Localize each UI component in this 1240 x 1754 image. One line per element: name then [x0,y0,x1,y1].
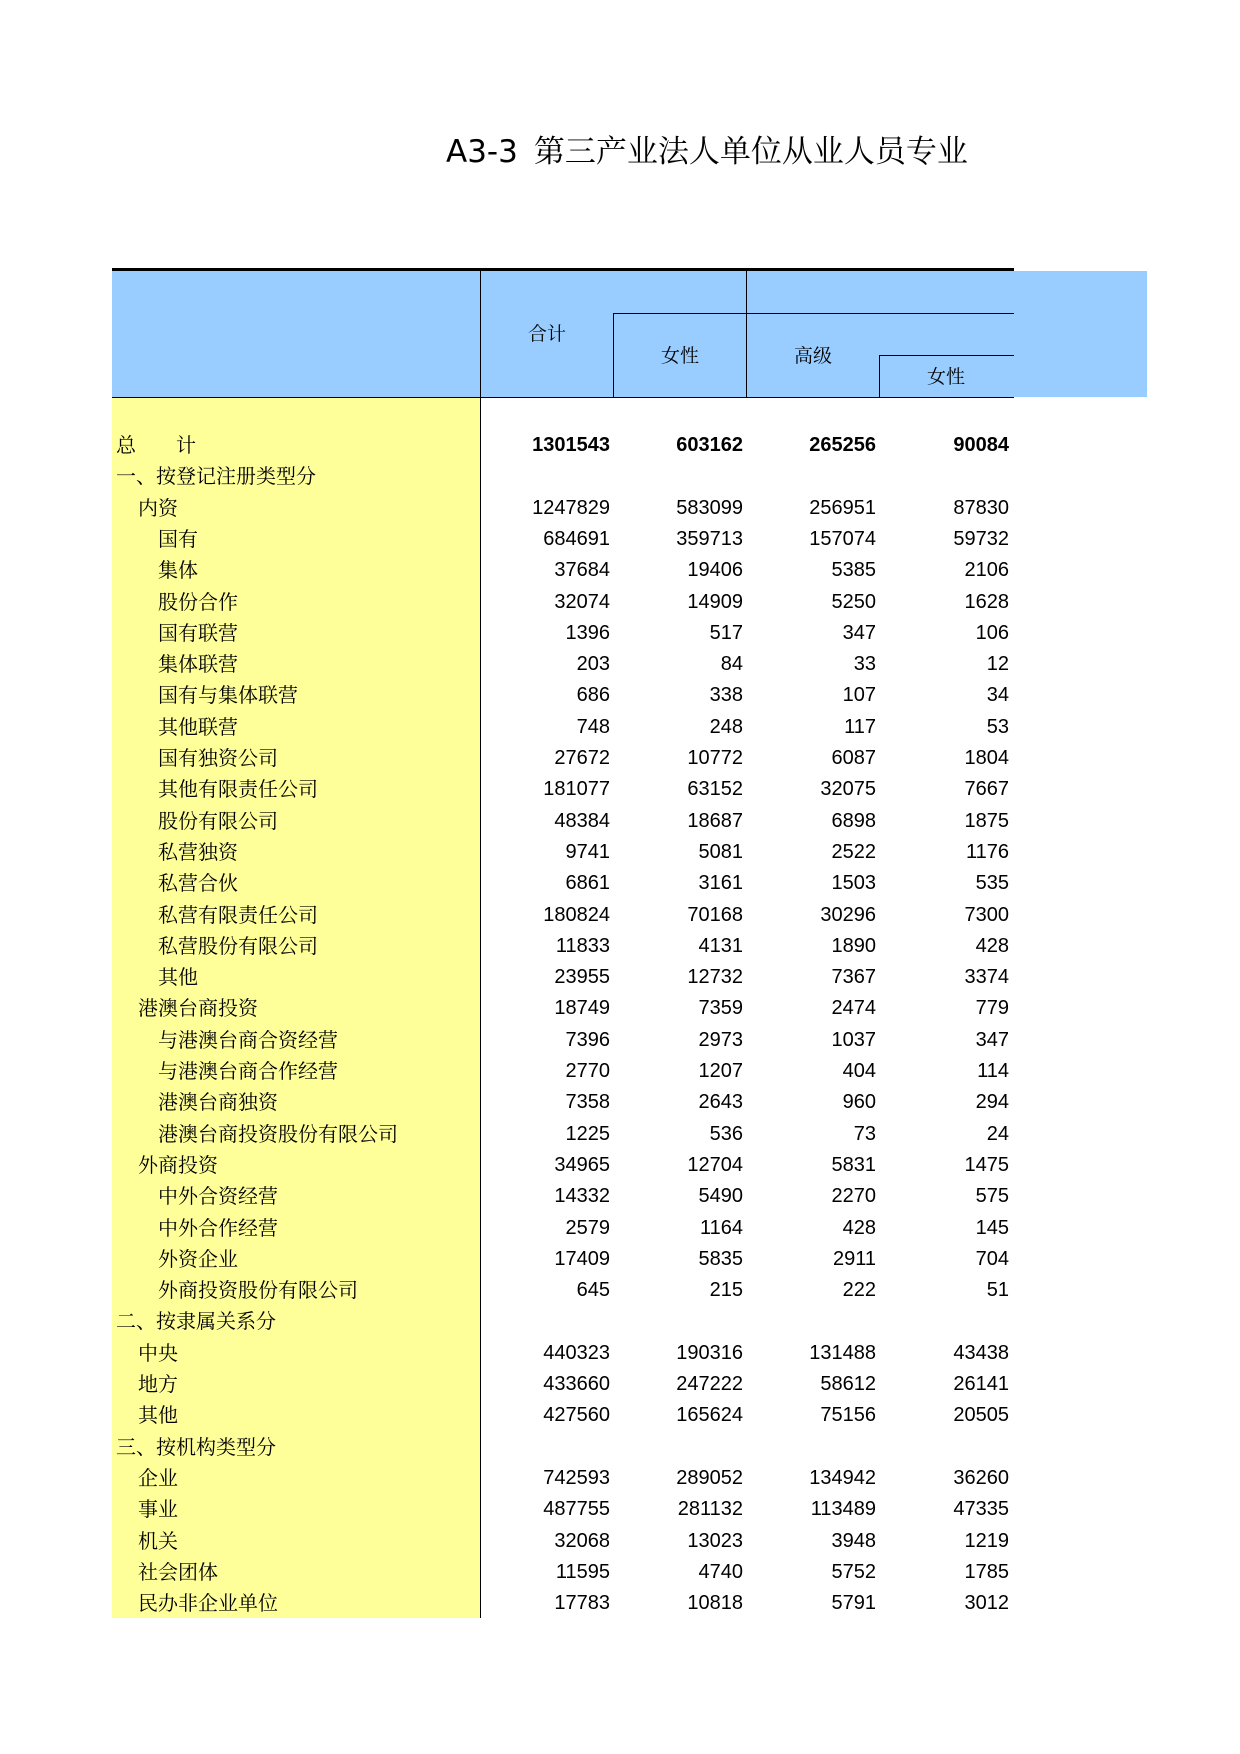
value-female: 603162 [676,434,743,456]
table-row [0,524,1240,555]
row-label: 集体 [158,558,198,583]
value-female: 248 [709,715,743,738]
row-label: 社会团体 [138,1559,218,1584]
value-female: 12704 [687,1153,743,1176]
table-row [0,1025,1240,1056]
value-total: 32074 [554,590,610,613]
table-row [0,1400,1240,1431]
value-female: 1207 [698,1060,743,1082]
value-senior-female: 3012 [964,1592,1009,1615]
row-label: 外商投资 [138,1152,218,1177]
value-senior-female: 1804 [964,747,1009,769]
value-senior-female: 779 [975,997,1009,1020]
header-divider [879,355,1014,356]
value-senior: 117 [844,715,876,738]
value-senior-female: 20505 [953,1404,1009,1427]
value-female: 281132 [677,1498,743,1521]
value-senior: 6087 [831,747,876,769]
table-row [0,1369,1240,1400]
value-total: 1396 [565,621,610,644]
value-senior-female: 1628 [964,590,1009,613]
value-total: 17409 [554,1247,610,1270]
row-label: 与港澳台商合资经营 [158,1027,338,1052]
value-total: 23955 [554,966,610,989]
value-female: 165624 [676,1404,743,1427]
value-total: 645 [576,1279,610,1302]
table-row [0,461,1240,492]
value-senior-female: 3374 [964,966,1009,989]
row-label: 国有独资公司 [158,746,278,770]
value-senior-female: 294 [975,1091,1009,1114]
value-female: 12732 [687,966,743,989]
value-senior: 73 [853,1122,876,1145]
value-female: 215 [709,1279,743,1302]
header-total: 合计 [528,323,567,345]
row-label: 其他有限责任公司 [158,777,318,802]
table-row [0,430,1240,461]
row-label: 私营合伙 [158,871,238,896]
value-senior-female: 7667 [964,778,1009,801]
value-total: 48384 [554,809,610,832]
row-label: 机关 [138,1528,178,1553]
row-label: 其他联营 [158,714,238,739]
value-female: 3161 [698,872,743,895]
value-female: 2643 [698,1091,743,1114]
value-senior-female [889,1432,1009,1463]
value-total: 181077 [543,778,610,801]
row-label: 国有联营 [158,620,238,645]
header-divider [879,355,880,398]
value-senior-female: 1176 [965,840,1009,863]
value-female: 5835 [698,1247,743,1270]
value-senior: 960 [842,1091,876,1114]
table-row [0,962,1240,993]
value-total: 487755 [543,1498,610,1521]
table-row [0,774,1240,805]
value-senior: 30296 [820,903,876,926]
value-senior [756,1306,876,1337]
value-senior-female: 1219 [964,1529,1009,1552]
page-title [446,132,968,172]
value-total: 7396 [565,1028,610,1051]
row-label: 外资企业 [158,1246,238,1271]
value-total: 433660 [543,1373,610,1395]
value-senior-female: 53 [986,715,1009,738]
header-divider [613,313,746,314]
value-senior: 265256 [809,434,876,456]
value-senior-female [889,461,1009,492]
value-senior: 1890 [831,934,876,957]
row-label: 事业 [138,1497,178,1522]
row-label: 私营有限责任公司 [158,902,318,927]
table-row [0,837,1240,868]
row-label: 私营独资 [158,839,238,864]
table-row [0,1306,1240,1337]
value-total: 2579 [565,1216,610,1239]
value-total: 180824 [543,903,610,926]
value-total: 6861 [565,872,610,895]
table-row [0,1244,1240,1275]
value-senior-female: 90084 [953,434,1009,456]
value-senior-female [889,1306,1009,1337]
title-area [0,122,1014,182]
value-senior-female: 575 [975,1185,1009,1208]
value-senior-female: 26141 [953,1373,1009,1395]
value-senior: 6898 [831,809,876,832]
value-senior: 404 [842,1060,876,1082]
value-total: 1301543 [532,434,610,456]
header-female: 女性 [661,345,700,367]
value-senior: 157074 [809,527,876,550]
table-row [0,931,1240,962]
value-senior [756,461,876,492]
value-senior: 428 [842,1216,876,1239]
value-female: 583099 [676,496,743,519]
value-female: 7359 [698,997,743,1020]
table-row [0,868,1240,899]
value-total: 18749 [554,997,610,1020]
table-code: A3-3 [446,134,518,170]
value-senior-female: 1875 [964,809,1009,832]
value-senior-female: 24 [986,1122,1009,1145]
row-label: 中外合资经营 [158,1184,278,1209]
value-total: 11833 [555,934,610,957]
table-row [0,1432,1240,1463]
row-label: 二、按隶属关系分 [116,1309,276,1334]
value-senior: 75156 [820,1404,876,1427]
value-senior-female: 59732 [953,527,1009,550]
value-senior: 347 [842,621,876,644]
value-senior-female: 2106 [964,559,1009,582]
row-label: 总 计 [116,433,196,457]
table-row [0,1275,1240,1306]
value-senior: 2522 [831,840,876,863]
value-female: 13023 [687,1529,743,1552]
value-total: 9741 [565,840,610,863]
row-label: 股份合作 [158,589,238,614]
value-female: 359713 [676,527,743,550]
value-female: 289052 [676,1466,743,1489]
row-label: 私营股份有限公司 [158,933,318,958]
value-senior: 5250 [831,590,876,613]
value-female: 2973 [698,1028,743,1051]
value-senior-female: 43438 [953,1341,1009,1364]
row-label: 与港澳台商合作经营 [158,1059,338,1083]
value-female: 18687 [687,809,743,832]
row-label: 企业 [138,1465,178,1490]
value-senior-female: 145 [975,1216,1009,1239]
value-total: 37684 [554,559,610,582]
header-senior-female: 女性 [927,366,966,388]
value-senior-female: 704 [975,1247,1009,1270]
row-label: 中央 [138,1340,178,1365]
row-label: 三、按机构类型分 [116,1434,276,1459]
value-female: 5081 [698,840,743,863]
value-senior-female: 428 [975,934,1009,957]
value-senior-female: 47335 [953,1498,1009,1521]
value-female: 536 [709,1122,743,1145]
value-total: 427560 [543,1404,610,1427]
value-senior: 107 [842,684,876,707]
value-female: 338 [709,684,743,707]
header-senior: 高级 [794,345,833,367]
value-senior: 2474 [831,997,876,1020]
value-senior: 32075 [820,778,876,801]
table-row [0,712,1240,743]
value-female: 4131 [698,934,743,957]
value-total: 1225 [565,1122,610,1145]
table-row [0,1181,1240,1212]
value-senior-female: 12 [986,653,1009,676]
table-row [0,1463,1240,1494]
value-total: 1247829 [532,496,610,519]
value-female: 84 [720,653,743,676]
value-female: 10772 [687,747,743,769]
row-label: 其他 [158,965,198,990]
row-label: 港澳台商投资 [138,996,258,1021]
table-row [0,1588,1240,1619]
value-total: 203 [576,653,610,676]
value-total: 34965 [554,1153,610,1176]
value-senior: 5385 [831,559,876,582]
value-total: 684691 [543,527,610,550]
value-female: 517 [709,621,743,644]
value-senior: 3948 [831,1529,876,1552]
value-female: 63152 [687,778,743,801]
value-female: 5490 [698,1185,743,1208]
value-total: 17783 [554,1592,610,1615]
value-senior: 5791 [831,1592,876,1615]
header-divider [480,271,481,398]
value-female: 19406 [687,559,743,582]
header-divider [746,271,747,398]
row-label: 集体联营 [158,652,238,677]
value-senior: 1503 [831,872,876,895]
row-label: 国有与集体联营 [158,683,298,708]
table-header [112,271,1147,397]
value-senior-female: 51 [986,1279,1009,1302]
value-senior: 33 [853,653,876,676]
table-row [0,649,1240,680]
value-senior: 2911 [832,1247,876,1270]
table-row [0,1087,1240,1118]
value-senior: 134942 [809,1466,876,1489]
table-row [0,1150,1240,1181]
value-total: 14332 [554,1185,610,1208]
value-senior: 58612 [820,1373,876,1395]
value-female: 190316 [676,1341,743,1364]
value-senior-female: 7300 [964,903,1009,926]
value-senior: 256951 [809,496,876,519]
header-divider [613,313,614,398]
value-total: 440323 [543,1341,610,1364]
value-total: 748 [576,715,610,738]
value-senior [756,1432,876,1463]
row-label: 民办非企业单位 [138,1591,278,1616]
value-senior: 1037 [831,1028,876,1051]
value-senior-female: 347 [975,1028,1009,1051]
table-row [0,993,1240,1024]
table-row [0,618,1240,649]
value-female: 70168 [687,903,743,926]
value-senior-female: 1475 [964,1153,1009,1176]
row-label: 国有 [158,526,198,551]
row-label: 其他 [138,1403,178,1428]
value-total: 11595 [555,1560,610,1583]
row-label: 港澳台商投资股份有限公司 [158,1121,398,1146]
value-female: 14909 [687,590,743,613]
value-female: 247222 [676,1373,743,1395]
value-total [490,1432,610,1463]
value-senior-female: 34 [986,684,1009,707]
value-total [490,1306,610,1337]
value-total: 742593 [543,1466,610,1489]
value-senior-female: 535 [975,872,1009,895]
value-senior: 7367 [831,966,876,989]
row-label: 港澳台商独资 [158,1090,278,1115]
table-row [0,1338,1240,1369]
row-label: 外商投资股份有限公司 [158,1278,358,1303]
value-female [623,1306,743,1337]
table-row [0,1056,1240,1087]
table-row [0,900,1240,931]
value-total: 2770 [565,1060,610,1082]
table-row [0,743,1240,774]
value-female: 4740 [698,1560,743,1583]
row-label: 一、按登记注册类型分 [116,464,316,489]
table-row [0,555,1240,586]
value-senior: 5752 [831,1560,876,1583]
table-row [0,1494,1240,1525]
value-female [623,1432,743,1463]
table-row [0,493,1240,524]
value-senior: 5831 [831,1153,876,1176]
value-total: 27672 [554,747,610,769]
value-senior-female: 1785 [964,1560,1009,1583]
value-total: 686 [576,684,610,707]
value-senior-female: 106 [975,621,1009,644]
row-label: 中外合作经营 [158,1215,278,1240]
table-title-text: 第三产业法人单位从业人员专业 [533,134,968,170]
value-senior: 2270 [831,1185,876,1208]
value-senior: 222 [842,1279,876,1302]
value-female: 1164 [699,1216,743,1239]
table-row [0,680,1240,711]
value-senior-female: 36260 [953,1466,1009,1489]
table-row [0,806,1240,837]
value-senior: 113489 [810,1498,876,1521]
table-row [0,587,1240,618]
value-senior: 131488 [809,1341,876,1364]
row-label: 内资 [138,495,178,520]
value-female: 10818 [687,1592,743,1615]
value-female [623,461,743,492]
value-total [490,461,610,492]
value-senior-female: 114 [977,1060,1009,1082]
table-row [0,1557,1240,1588]
header-divider [746,313,1014,314]
row-label: 地方 [138,1372,178,1396]
table-row [0,1119,1240,1150]
table-row [0,1213,1240,1244]
value-total: 7358 [565,1091,610,1114]
value-total: 32068 [554,1529,610,1552]
row-label: 股份有限公司 [158,808,278,833]
value-senior-female: 87830 [953,496,1009,519]
table-row [0,1526,1240,1557]
